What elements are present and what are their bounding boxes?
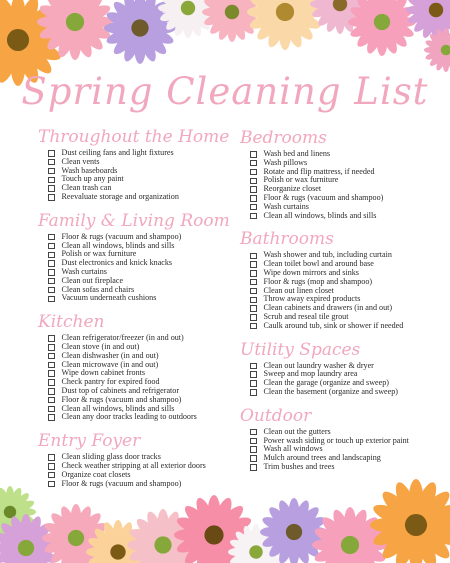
checklist-item-label: Throw away expired products xyxy=(263,294,361,304)
page-title: Spring Cleaning List xyxy=(21,70,429,113)
checklist-item-label: Wipe down cabinet fronts xyxy=(61,368,146,378)
empty-checkbox-icon[interactable] xyxy=(250,363,257,370)
checklist-item-label: Check weather stripping at all exterior doors xyxy=(61,460,206,470)
checklist-item-label: Mulch around trees and landscaping xyxy=(263,453,381,463)
left-column xyxy=(38,127,238,488)
checklist-item-label: Scrub and reseal tile grout xyxy=(263,311,349,321)
section-family-and-living-room xyxy=(38,211,238,303)
empty-checkbox-icon[interactable] xyxy=(48,278,55,285)
checklist-item-label: Polish or wax furniture xyxy=(263,175,339,185)
section-entry-foyer xyxy=(38,431,238,488)
checklist-item-label: Clean stove (in and out) xyxy=(61,341,140,351)
checklist-item-label: Clean all windows, blinds and sills xyxy=(61,403,175,413)
checklist-item-label: Floor & rugs (vacuum and shampoo) xyxy=(61,231,182,241)
checklist-item-label: Rotate and flip mattress, if needed xyxy=(263,166,375,176)
checklist-item-label: Clean microwave (in and out) xyxy=(61,359,159,369)
checklist-item-label: Clean cabinets and drawers (in and out) xyxy=(263,303,393,313)
checklist-item-label: Wash curtains xyxy=(263,201,309,211)
checklist-item-label: Reevaluate storage and organization xyxy=(61,191,179,201)
checklist-item-label: Clean toilet bowl and around base xyxy=(263,259,374,269)
checklist-item-label: Polish or wax furniture xyxy=(61,249,137,259)
checklist-item-label: Floor & rugs (vacuum and shampoo) xyxy=(61,478,182,488)
checklist-item-label: Touch up any paint xyxy=(61,174,124,184)
checklist-item-label: Vacuum underneath cushions xyxy=(61,293,157,303)
empty-checkbox-icon[interactable] xyxy=(250,151,257,158)
empty-checkbox-icon[interactable] xyxy=(250,195,257,202)
empty-checkbox-icon[interactable] xyxy=(48,406,55,413)
checklist-item-label: Wipe down mirrors and sinks xyxy=(263,267,359,277)
empty-checkbox-icon[interactable] xyxy=(48,185,55,192)
empty-checkbox-icon[interactable] xyxy=(250,186,257,193)
checklist-item-label: Trim bushes and trees xyxy=(263,461,335,471)
empty-checkbox-icon[interactable] xyxy=(48,243,55,250)
empty-checkbox-icon[interactable] xyxy=(48,344,55,351)
checklist-item-label: Clean out fireplace xyxy=(61,275,124,285)
section-title: Outdoor xyxy=(240,405,312,426)
section-title: Kitchen xyxy=(38,312,105,333)
empty-checkbox-icon[interactable] xyxy=(250,178,257,185)
checklist-item-label: Dust electronics and knick knacks xyxy=(61,258,173,268)
checklist xyxy=(240,150,445,220)
checklist-item-label: Caulk around tub, sink or shower if needed xyxy=(263,320,404,330)
empty-checkbox-icon[interactable] xyxy=(48,388,55,395)
checklist-item-label: Wash baseboards xyxy=(61,165,118,175)
checklist-item xyxy=(250,388,445,397)
section-title: Utility Spaces xyxy=(240,339,361,360)
empty-checkbox-icon[interactable] xyxy=(250,438,257,445)
empty-checkbox-icon[interactable] xyxy=(250,253,257,260)
checklist-item-label: Clean sliding glass door tracks xyxy=(61,452,161,462)
checklist-item-label: Organize coat closets xyxy=(61,469,131,479)
checklist xyxy=(38,453,238,488)
right-column xyxy=(240,128,445,472)
empty-checkbox-icon[interactable] xyxy=(48,252,55,259)
empty-checkbox-icon[interactable] xyxy=(48,481,55,488)
empty-checkbox-icon[interactable] xyxy=(250,160,257,167)
empty-checkbox-icon[interactable] xyxy=(48,379,55,386)
checklist-item-label: Sweep and mop laundry area xyxy=(263,369,358,379)
section-bedrooms xyxy=(240,128,445,220)
empty-checkbox-icon[interactable] xyxy=(48,150,55,157)
section-throughout-the-home xyxy=(38,127,238,202)
checklist-item-label: Clean refrigerator/freezer (in and out) xyxy=(61,333,184,343)
empty-checkbox-icon[interactable] xyxy=(48,472,55,479)
checklist xyxy=(240,428,445,472)
section-title: Entry Foyer xyxy=(38,431,141,452)
empty-checkbox-icon[interactable] xyxy=(250,380,257,387)
checklist-item-label: Wash shower and tub, including curtain xyxy=(263,250,392,260)
checklist-item-label: Dust ceiling fans and light fixtures xyxy=(61,148,174,157)
empty-checkbox-icon[interactable] xyxy=(250,314,257,321)
empty-checkbox-icon[interactable] xyxy=(250,371,257,378)
checklist-item-label: Clean any door tracks leading to outdoors xyxy=(61,412,197,422)
checklist-item-label: Clean all windows, blinds and sills xyxy=(263,210,377,220)
checklist-item-label: Clean out linen closet xyxy=(263,285,334,295)
checklist-item-label: Clean out laundry washer & dryer xyxy=(263,360,374,370)
checklist-item-label: Floor & rugs (mop and shampoo) xyxy=(263,276,373,286)
empty-checkbox-icon[interactable] xyxy=(250,297,257,304)
section-outdoor xyxy=(240,406,445,472)
checklist-item-label: Clean out the gutters xyxy=(263,426,331,436)
section-title: Throughout the Home xyxy=(38,127,230,147)
empty-checkbox-icon[interactable] xyxy=(48,168,55,175)
checklist-item xyxy=(48,480,238,489)
checklist xyxy=(240,362,445,397)
empty-checkbox-icon[interactable] xyxy=(250,213,257,220)
empty-checkbox-icon[interactable] xyxy=(48,287,55,294)
section-title: Bedrooms xyxy=(240,128,327,148)
section-kitchen xyxy=(38,312,238,422)
checklist-item xyxy=(250,322,445,331)
empty-checkbox-icon[interactable] xyxy=(250,389,257,396)
checklist xyxy=(38,149,238,202)
checklist-item-label: Clean vents xyxy=(61,156,100,166)
empty-checkbox-icon[interactable] xyxy=(48,370,55,377)
empty-checkbox-icon[interactable] xyxy=(250,261,257,268)
empty-checkbox-icon[interactable] xyxy=(48,454,55,461)
checklist-item-label: Power wash siding or touch up exterior paint xyxy=(263,435,409,445)
empty-checkbox-icon[interactable] xyxy=(48,296,55,303)
checklist-item-label: Reorganize closet xyxy=(263,184,322,194)
section-utility-spaces xyxy=(240,340,445,397)
checklist xyxy=(38,233,238,303)
checklist xyxy=(38,334,238,422)
checklist-item-label: Floor & rugs (vacuum and shampoo) xyxy=(263,192,384,202)
empty-checkbox-icon[interactable] xyxy=(48,260,55,267)
checklist-item-label: Wash all windows xyxy=(263,444,323,454)
empty-checkbox-icon[interactable] xyxy=(250,429,257,436)
empty-checkbox-icon[interactable] xyxy=(250,279,257,286)
checklist-item xyxy=(250,463,445,472)
checklist xyxy=(240,251,445,330)
checklist-item xyxy=(48,193,238,202)
checklist-item-label: Wash bed and linens xyxy=(263,149,331,158)
checklist-item-label: Wash pillows xyxy=(263,157,308,167)
empty-checkbox-icon[interactable] xyxy=(250,305,257,312)
section-bathrooms xyxy=(240,229,445,330)
empty-checkbox-icon[interactable] xyxy=(250,446,257,453)
empty-checkbox-icon[interactable] xyxy=(250,323,257,330)
checklist-item-label: Wash curtains xyxy=(61,266,107,276)
empty-checkbox-icon[interactable] xyxy=(48,269,55,276)
empty-checkbox-icon[interactable] xyxy=(48,463,55,470)
empty-checkbox-icon[interactable] xyxy=(250,204,257,211)
checklist-item-label: Clean trash can xyxy=(61,183,112,193)
empty-checkbox-icon[interactable] xyxy=(250,270,257,277)
checklist-item-label: Clean the garage (organize and sweep) xyxy=(263,378,389,388)
checklist-item xyxy=(48,413,238,422)
checklist-item-label: Clean all windows, blinds and sills xyxy=(61,240,175,250)
checklist-item-label: Clean dishwasher (in and out) xyxy=(61,350,159,360)
empty-checkbox-icon[interactable] xyxy=(48,414,55,421)
empty-checkbox-icon[interactable] xyxy=(48,362,55,369)
empty-checkbox-icon[interactable] xyxy=(250,464,257,471)
section-title: Family & Living Room xyxy=(38,210,230,231)
empty-checkbox-icon[interactable] xyxy=(48,353,55,360)
empty-checkbox-icon[interactable] xyxy=(250,455,257,462)
empty-checkbox-icon[interactable] xyxy=(48,335,55,342)
checklist-item-label: Clean the basement (organize and sweep) xyxy=(263,386,398,396)
empty-checkbox-icon[interactable] xyxy=(250,169,257,176)
bottom-flowers-icon xyxy=(0,479,450,563)
checklist-item-label: Dust top of cabinets and refrigerator xyxy=(61,385,180,395)
checklist-item xyxy=(250,212,445,221)
empty-checkbox-icon[interactable] xyxy=(48,234,55,241)
empty-checkbox-icon[interactable] xyxy=(48,177,55,184)
empty-checkbox-icon[interactable] xyxy=(48,397,55,404)
empty-checkbox-icon[interactable] xyxy=(250,288,257,295)
checklist-item-label: Clean sofas and chairs xyxy=(61,284,135,294)
checklist-item-label: Floor & rugs (vacuum and shampoo) xyxy=(61,394,182,404)
empty-checkbox-icon[interactable] xyxy=(48,159,55,166)
checklist-item xyxy=(48,294,238,303)
empty-checkbox-icon[interactable] xyxy=(48,194,55,201)
checklist-item-label: Check pantry for expired food xyxy=(61,377,160,387)
section-title: Bathrooms xyxy=(240,229,334,250)
